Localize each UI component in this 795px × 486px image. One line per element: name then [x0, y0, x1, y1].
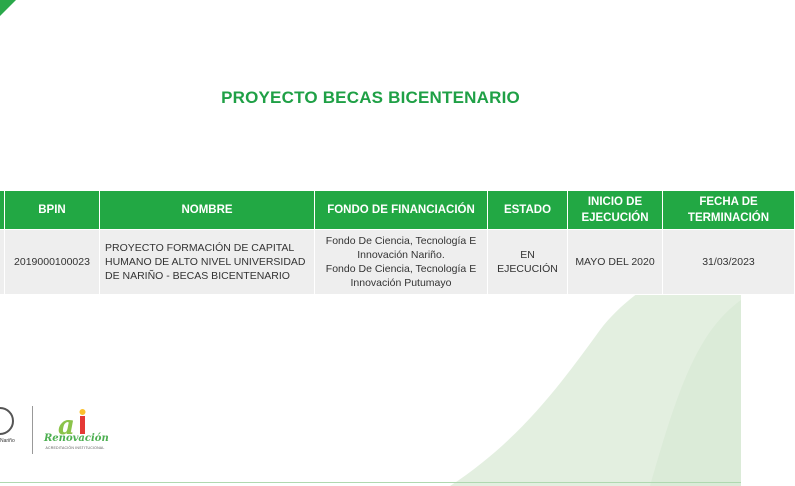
page-title: PROYECTO BECAS BICENTENARIO — [221, 88, 520, 107]
university-seal-icon — [0, 407, 14, 435]
cell-fondo — [315, 230, 488, 295]
header-fecha: FECHA DE TERMINACIÓN — [663, 191, 795, 230]
corner-accent — [0, 0, 16, 16]
logo-divider — [32, 406, 33, 454]
header-bpin: BPIN — [5, 191, 100, 230]
header-estado: ESTADO — [488, 191, 568, 230]
footer-line — [0, 482, 741, 483]
logos-area — [0, 400, 120, 460]
svg-text:a: a — [58, 411, 75, 441]
renovacion-subtitle: ACREDITACIÓN INSTITUCIONAL — [45, 446, 105, 450]
cell-fecha: 31/03/2023 — [663, 230, 795, 295]
renovacion-text: Renovación — [44, 433, 109, 444]
seal-text: Nariño — [0, 438, 15, 444]
fondo-line-1: Fondo De Ciencia, Tecnología E Innovación Nariño. — [325, 235, 477, 261]
cell-bpin: 2019000100023 — [5, 230, 100, 295]
fondo-line-2: Fondo De Ciencia, Tecnología E Innovación Putumayo — [325, 263, 477, 289]
cell-nombre: PROYECTO FORMACIÓN DE CAPITAL HUMANO DE ALTO NIVEL UNIVERSIDAD DE NARIÑO - BECAS BICENTENARIO — [100, 230, 315, 295]
projects-table — [0, 190, 795, 295]
header-inicio: INICIO DE EJECUCIÓN — [568, 191, 663, 230]
header-nombre: NOMBRE — [100, 191, 315, 230]
table-row — [0, 230, 795, 295]
cell-inicio: MAYO DEL 2020 — [568, 230, 663, 295]
cell-estado: EN EJECUCIÓN — [488, 230, 568, 295]
table-header-row — [0, 191, 795, 230]
header-fondo: FONDO DE FINANCIACIÓN — [315, 191, 488, 230]
